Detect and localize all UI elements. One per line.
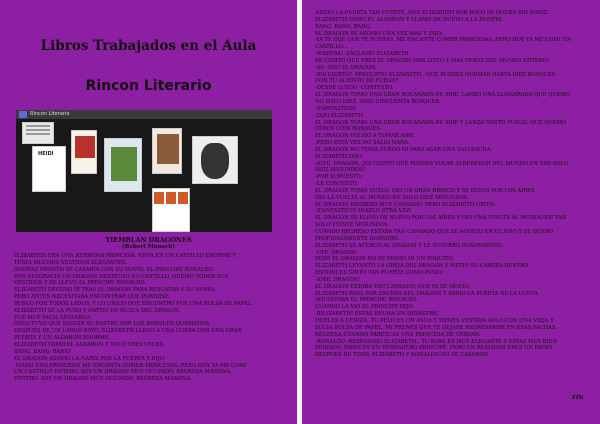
text-line: DIO LA VUELTA AL MUNDO EN SOLO DIEZ SEGUNDOS. (315, 194, 469, 201)
text-line: EL DRAGON VOLVIO A TOMAR AIRE. (315, 133, 416, 140)
text-line: -IOYE, DRAGON. ¿ES CIERTO QUE PUEDES VOLAR ALREDEDOR DEL MUNDO EN TAN SOLO (315, 160, 569, 167)
text-line: ELIZABETH PASO POR ENCIMA DEL DRAGON Y ABRIO LA PUERTA DE LA CUEVA. (315, 290, 540, 297)
text-line: ELIZABETH TOMO EL ALDABON Y TOCO TRES VECES: (14, 341, 165, 348)
text-line: POR DESGRACIA UN DRAGON DESTRUYO SU CASTILLO, QUEMO TODOS SUS (14, 273, 229, 280)
comic-panels-icon (153, 189, 189, 211)
story-author: (Robert Munsch) (122, 244, 175, 250)
text-line: EL DRAGON TOMO VUELO, DIO UN GRAN BRINCO Y SE ELEVO POR LOS AIRES (315, 187, 535, 194)
text-line: PERO ANTES NECESITABA ENCONTRAR QUE PONERSE. (14, 294, 171, 301)
text-line: HUELES A CENIZA, TU PELO ES UN ASCO Y TIENES VESTIDA SOLO CON UNA VIEJA Y (315, 317, 554, 324)
book-thumbnail-comic (152, 188, 190, 232)
text-line: -YA TE DIJE QUE TE FUERAS. ME ENCANTE COMER PRINCESAS, PERO HOY YA ME COMI UN (315, 37, 572, 44)
page-subtitle: Rincon Literario (85, 78, 212, 94)
text-line: CASTILLO... (315, 44, 348, 51)
book-collage-image (16, 110, 272, 232)
text-line: TENIA MUCHOS VESTIDOS ELEGANTES. (14, 259, 127, 266)
text-line: -IFANTASTICO! (315, 105, 357, 112)
book-cover-art-icon (157, 134, 179, 164)
text-line: -PERO ESTA VEZ NO SALIO NADA. (315, 140, 410, 147)
text-line: EL DRAGON ESTABA TAN CANSADO, QUE NI SE MOVIO. (315, 283, 470, 290)
text-line: EL DRAGON TOMO UNA GRAN BOCANADA DE AIRE, LANZO UNA LLAMARADA QUE QUEMO (315, 92, 571, 99)
book-thumbnail (71, 130, 97, 174)
app-logo-icon (19, 111, 27, 118)
text-line: UN CASTILLO ENTERO. SOY UN DRAGON MUY OCUPADO. REGRESA MAÑANA. (14, 369, 232, 376)
portrait-icon (201, 143, 229, 179)
text-line: EL DRAGON NO TENIA FUEGO NI PARA ASAR UNA SALCHICHA. (315, 146, 493, 153)
text-line: ELIZABETH SE LA PUSO Y PARTIO EN BUSCA DEL DRAGON. (14, 307, 181, 314)
text-line: REGRESA CUANDO PAREZCAS UNA PRINCESA DE VERDAD. (315, 331, 481, 338)
text-line: -IOYE, DRAGON! (315, 276, 361, 283)
text-line: VESTIDOS Y SE LLEVO AL PRINCIPE RONALDO. (14, 280, 146, 287)
book-cover-art-icon (111, 147, 137, 181)
text-line: ELIZABETH ERA UNA HERMOSA PRINCESA. VIVIA EN UN CASTILLO ENORME Y (14, 253, 237, 259)
collage-header-bar (16, 110, 272, 119)
text-line: -IFANTASTICO! IHAZLO OTRA VEZ! (315, 208, 412, 215)
text-line: -IELIZABETH! ESTAS HECHA UN DESASTRE! (315, 311, 440, 318)
book-cover-art-icon (75, 136, 95, 158)
text-line: PUERTA Y UN ALDABON ENORME. (14, 335, 111, 342)
text-line: NO SOLO DIEZ, SINO CINCUENTA BOSQUES. (315, 98, 441, 105)
text-line: -RONALDO -RESPONDIO ELIZABETH-, TU ROPA ES MUY ELEGANTE Y ESTAS MUY BIEN (315, 338, 557, 345)
text-line: FUE MUY FACIL SEGUIRLO. (14, 314, 92, 321)
text-line: -IESPERA! -EXCLAMO ELIZABETH. (315, 51, 411, 58)
text-line: -OYE, DRAGON. (315, 249, 358, 256)
text-line: -DIJO ELIZABETH. (315, 112, 365, 119)
text-line: ELIZABETH DIJO: (315, 153, 364, 160)
text-line: OTROS CIEN BOSQUES. (315, 126, 382, 133)
collage-header-label: Rincón Literario (30, 111, 70, 117)
text-line: ELIZABETH SE ACERCO AL DRAGON Y LE SUSURRO SUAVEMENTE: (315, 242, 504, 249)
text-line: -IVAYA! UNA PRINCESA! ME ENCANTA COMER PRINCESAS, PERO HOY YA ME COMI (14, 362, 247, 369)
text-line: BANG, BANG, BANG! (14, 348, 72, 355)
story-title: TIEMBLAN DRAGONES (105, 236, 192, 244)
text-line: ELIZABETH LEVANTO LA OREJA DEL DRAGON Y METIO SU CABEZA DENTRO. (315, 263, 530, 270)
text-line: ELIZABETH TOMO EL ALDABON Y LLAMO DE NUEVO A LA PUERTA: (315, 16, 504, 23)
page-title: Libros Trabajados en el Aula (40, 38, 257, 54)
text-line: -LE CONTESTO. (315, 181, 359, 188)
text-line: SOLO VEINTE SEGUNDOS. (315, 222, 389, 229)
book-thumbnail-portrait (192, 136, 238, 184)
text-line: PEINADO. PARECES UN VERDADERO PRINCIPE, PERO EN REALIDAD ERES UN PATAN (315, 345, 553, 352)
text-line: PERO EL DRAGON NO SE MOVIO NI UN POQUITO. (315, 256, 455, 263)
text-line: AHI ESTABA EL PRINCIPE RONALDO. (315, 297, 418, 304)
text-lines-icon (23, 125, 53, 135)
text-line: CUANDO REGRESO ESTABA TAN CANSADO QUE SE ACOSTO EN EL PISO Y SE QUEDO (315, 229, 554, 235)
story-text-left (14, 253, 284, 383)
text-line: AZOTO LA PUERTA TAN FUERTE, QUE ELIZABETH POR POCO SE QUEDA SIN NARIZ. (315, 10, 549, 16)
text-line: DIEZ SEGUNDOS? (315, 167, 366, 174)
text-line: ENTONCES GRITO TAN FUERTE COMO PUDO: (315, 270, 443, 277)
story-text-right (315, 10, 590, 359)
fin-label: FIN (572, 395, 584, 401)
text-line: -SI! -DIJO EL DRAGON. (315, 64, 377, 71)
text-line: EL DRAGON SE ELEVO DE NUEVO POR LOS AIRES Y DIO UNA VUELTA AL MUNDO EN TAN (315, 215, 567, 222)
text-line: EL DRAGON SE ASOMO UNA VEZ MAS Y DIJO: (315, 30, 443, 37)
text-line: SUCIA BOLSA DE PAPEL. MI FRENES QUE TE DEJARE REGRESARME EN ESAS FACHAS. (315, 324, 558, 331)
text-line: DESPUES DE TODO, ELIZABETH Y RONALDO NO SE CASARON. (315, 352, 490, 359)
text-line: -DESDE LUEGO -CONTESTO. (315, 85, 394, 92)
text-line: ADEMAS PRONTO SE CASARIA CON SU NOVIO, EL PRINCIPE RONALDO. (14, 266, 215, 273)
text-line: BUSCO POR TODOS LADOS, Y LO UNICO QUE ENCONTRO FUE UNA BOLSA DE PAPEL. (14, 300, 254, 307)
text-line: -IES CIERTO? -PREGUNTO ELIZABETH. -QUE PUEDES QUEMAR HASTA DIEZ BOSQUES (315, 71, 556, 78)
text-line: BANG, BANG, BANG. (315, 23, 372, 30)
text-line: CON TU ALIENTO DE FUEGO? (315, 78, 399, 85)
book-thumbnail (104, 138, 142, 192)
book-thumbnail (22, 122, 54, 144)
text-line: CUANDO LA VIO EL PRINCIPE DIJO: (315, 304, 415, 311)
text-line: DESPUES DE UN LARGO RATO, ELIZABETH LLEGO A UNA CUEVA CON UNA GRAN (14, 328, 242, 335)
text-line: SOLO TUVO QUE SEGUIR SU RASTRO POR LOS BOSQUES QUEMADOS. (14, 321, 211, 328)
book-thumbnail (152, 128, 182, 174)
text-line: -POR SUPUESTO. (315, 174, 363, 181)
text-line: ES CIERTO QUE ERES EL DRAGON MAS LISTO Y MAS FEROZ DEL MUNDO ENTERO? (315, 57, 550, 64)
text-line: EL DRAGON REGRESO MUY CANSADO, PERO ELIZABETH GRITO: (315, 201, 496, 208)
book-thumbnail-heidi (32, 146, 66, 192)
text-line: ELIZABETH DECIDIO IR TRAS EL DRAGON PARA RESCATAR A SU NOVIO. (14, 287, 216, 294)
text-line: EL DRAGON ASOMO LA NARIZ POR LA PUERTA Y DIJO: (14, 355, 166, 362)
text-line: PROFUNDAMENTE DORMIDO. (315, 235, 400, 242)
text-line: ENTERO. SOY UN DRAGON MUY OCUPADO. REGRESA MAÑANA. (14, 376, 192, 383)
book-title-label: HEIDI (38, 151, 54, 157)
text-line: EL DRAGON TOMO UNA GRAN BOCANADA DE AIRE Y LANZO TANTO FUEGO, QUE QUEMO (315, 119, 567, 126)
